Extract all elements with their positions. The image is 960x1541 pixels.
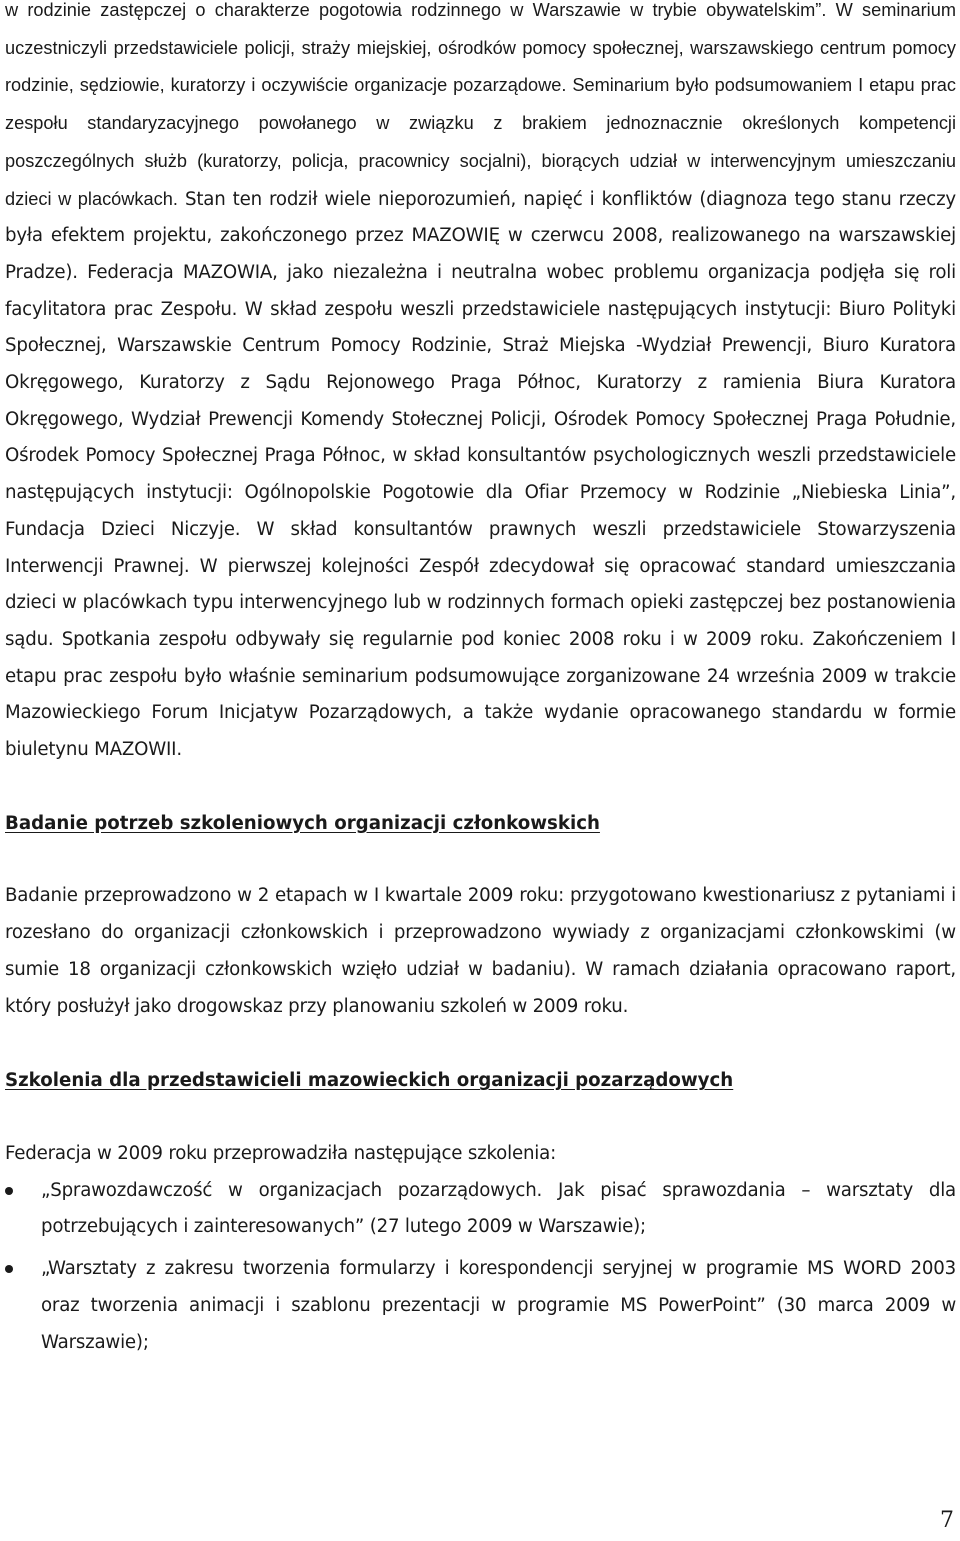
paragraph-text-part-2: Stan ten rodził wiele nieporozumień, napięć i konfliktów (diagnoza tego stanu rzeczy była efektem projektu, zakończonego przez MAZOWIĘ w czerwcu 2008, realizowanego na warszawskiej Pradze). Federacja MAZOWIA, jako niezależna i neutralna wobec problemu organizacja podjęła się roli facylitatora prac Zespołu. W skład zespołu weszli przedstawiciele następujących instytucji: Biuro Polityki Społecznej, Warszawskie Centrum Pomocy Rodzinie, Straż Miejska -Wydział Prewencji, Biuro Kuratora Okręgowego, Kuratorzy z Sądu Rejonowego Praga Północ, Kuratorzy z ramienia Biura Kuratora Okręgowego, Wydział Prewencji Komendy Stołecznej Policji, Ośrodek Pomocy Społecznej Praga Południe, Ośrodek Pomocy Społecznej Praga Północ, w skład konsultantów psychologicznych weszli przedstawiciele następujących instytucji: Ogólnopolskie Pogotowie dla Ofiar Przemocy w Rodzinie „Niebieska Linia”, Fundacja Dzieci Niczyje. W skład konsultantów prawnych weszli przedstawiciele Stowarzyszenia Interwencji Prawnej. W pierwszej kolejności Zespół zdecydował się opracować standard umieszczania dzieci w placówkach typu interwencyjnego lub w rodzinnych formach opieki zastępczej bez postanowienia sądu. Spotkania zespołu odbywały się regularnie pod koniec 2008 roku i w 2009 roku. Zakończeniem I etapu prac zespołu było właśnie seminarium podsumowujące zorganizowane 24 września 2009 w trakcie Mazowieckiego Forum Inicjatyw Pozarządowych, a także wydanie opracowanego standardu w formie biuletynu MAZOWII. — [5, 188, 956, 761]
paragraph-text-part-1: w rodzinie zastępczej o charakterze pogotowia rodzinnego w Warszawie w trybie obywatelskim”. W seminarium uczestniczyli przedstawiciele policji, straży miejskiej, ośrodków pomocy społecznej, warszawskiego centrum pomocy rodzinie, sędziowie, kuratorzy i oczywiście organizacje pozarządowe. Seminarium było podsumowaniem I etapu prac zespołu standaryzacyjnego powołanego w związku z brakiem jednoznacznie określonych kompetencji poszczególnych służb (kuratorzy, policja, pracownicy socjalni), biorących udział w interwencyjnym umieszczaniu dzieci w placówkach. — [5, 0, 956, 209]
bullet-icon — [5, 1265, 13, 1273]
section-body-training-needs: Badanie przeprowadzono w 2 etapach w I kwartale 2009 roku: przygotowano kwestionariusz z pytaniami i rozesłano do organizacji członkowskich i przeprowadzono wywiady z organizacjami członkowskimi (w sumie 18 organizacji członkowskich wzięło udział w badaniu). W ramach działania opracowano raport, który posłużył jako drogowskaz przy planowaniu szkoleń w 2009 roku. — [5, 885, 956, 1017]
list-item — [5, 1173, 956, 1246]
list-item — [5, 1251, 956, 1361]
spacer — [5, 769, 956, 806]
list-item-text: „Sprawozdawczość w organizacjach pozarządowych. Jak pisać sprawozdania – warsztaty dla potrzebujących i zainteresowanych” (27 lutego 2009 w Warszawie); — [41, 1179, 956, 1238]
body-paragraph — [5, 0, 956, 769]
trainings-list — [5, 1173, 956, 1362]
document-page — [5, 0, 956, 1366]
section-heading-trainings: Szkolenia dla przedstawicieli mazowieckich organizacji pozarządowych — [5, 1070, 734, 1092]
spacer — [5, 1100, 956, 1136]
section-intro-trainings: Federacja w 2009 roku przeprowadziła następujące szkolenia: — [5, 1142, 557, 1164]
spacer — [5, 842, 956, 878]
bullet-icon — [5, 1187, 13, 1195]
spacer — [5, 1025, 956, 1063]
list-item-text: „Warsztaty z zakresu tworzenia formularzy i korespondencji seryjnej w programie MS WORD 2003 oraz tworzenia animacji i szablonu prezentacji w programie MS PowerPoint” (30 marca 2009 w Warszawie); — [41, 1258, 956, 1353]
section-heading-training-needs: Badanie potrzeb szkoleniowych organizacji członkowskich — [5, 812, 600, 834]
page-number: 7 — [940, 1508, 954, 1533]
